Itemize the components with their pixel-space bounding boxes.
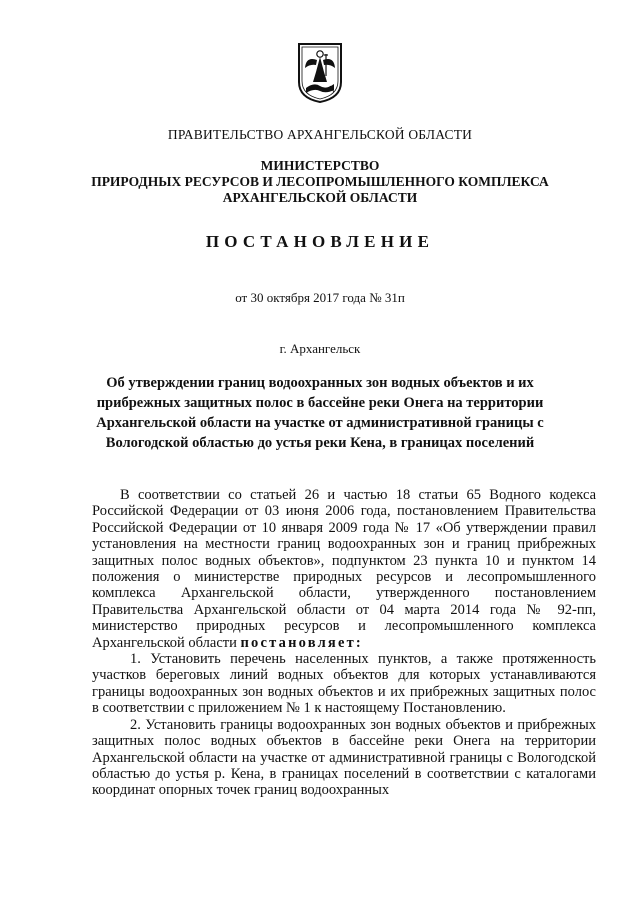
ministry-line: ПРИРОДНЫХ РЕСУРСОВ И ЛЕСОПРОМЫШЛЕННОГО КОМПЛЕКСА	[91, 174, 549, 189]
document-title	[0, 373, 640, 453]
resolves-colon: :	[355, 634, 361, 651]
ministry-line: МИНИСТЕРСТВО	[260, 158, 380, 173]
preamble-paragraph	[92, 487, 596, 651]
decree-city: г. Архангельск	[279, 341, 361, 356]
coat-of-arms-archangel-icon	[296, 42, 344, 104]
ministry-name	[0, 158, 640, 206]
item-1-paragraph: 1. Установить перечень населенных пунктов, а также протяженность участков береговых линий водных объектов для которых устанавливаются границы водоохранных зон водных объектов и их прибрежных защитных полос в соответствии с приложением № 1 к настоящему Постановлению.	[92, 651, 596, 717]
decree-date-number: от 30 октября 2017 года № 31п	[235, 290, 405, 305]
item-2-paragraph: 2. Установить границы водоохранных зон водных объектов и прибрежных защитных полос водных объектов в бассейне реки Онега на территории Архангельской области на участке от административной границы с Вологодской областью до устья р. Кена, в границах поселений в соответствии с каталогами координат опорных точек границ водоохранных	[92, 716, 596, 799]
preamble-text: В соответствии со статьей 26 и частью 18 статьи 65 Водного кодекса Российской Федерации от 03 июня 2006 года, постановлением Правительства Российской Федерации от 10 января 2009 года № 17 «Об утверждении правил установления на местности границ водоохранных зон и границ прибрежных защитных полос водных объектов», подпунктом 23 пункта 10 и пунктом 14 положения о министерстве природных ресурсов и лесопромышленного комплекса Архангельской области, утвержденного постановлением Правительства Архангельской области от 04 марта 2014 года № 92-пп, министерство природных ресурсов и лесопромышленного комплекса Архангельской области	[92, 487, 596, 651]
government-name: ПРАВИТЕЛЬСТВО АРХАНГЕЛЬСКОЙ ОБЛАСТИ	[167, 127, 473, 142]
document-title-line: прибрежных защитных полос в бассейне реки Онега на территории	[96, 395, 544, 411]
document-body	[92, 487, 596, 799]
document-title-line: Архангельской области на участке от административной границы с	[96, 415, 544, 431]
ministry-line: АРХАНГЕЛЬСКОЙ ОБЛАСТИ	[222, 190, 418, 205]
resolves-word: постановляет	[240, 634, 356, 651]
document-title-line: Вологодской областью до устья реки Кена, в границах поселений	[105, 435, 535, 451]
document-title-line: Об утверждении границ водоохранных зон водных объектов и их	[106, 375, 534, 391]
decree-title: ПОСТАНОВЛЕНИЕ	[205, 232, 435, 251]
